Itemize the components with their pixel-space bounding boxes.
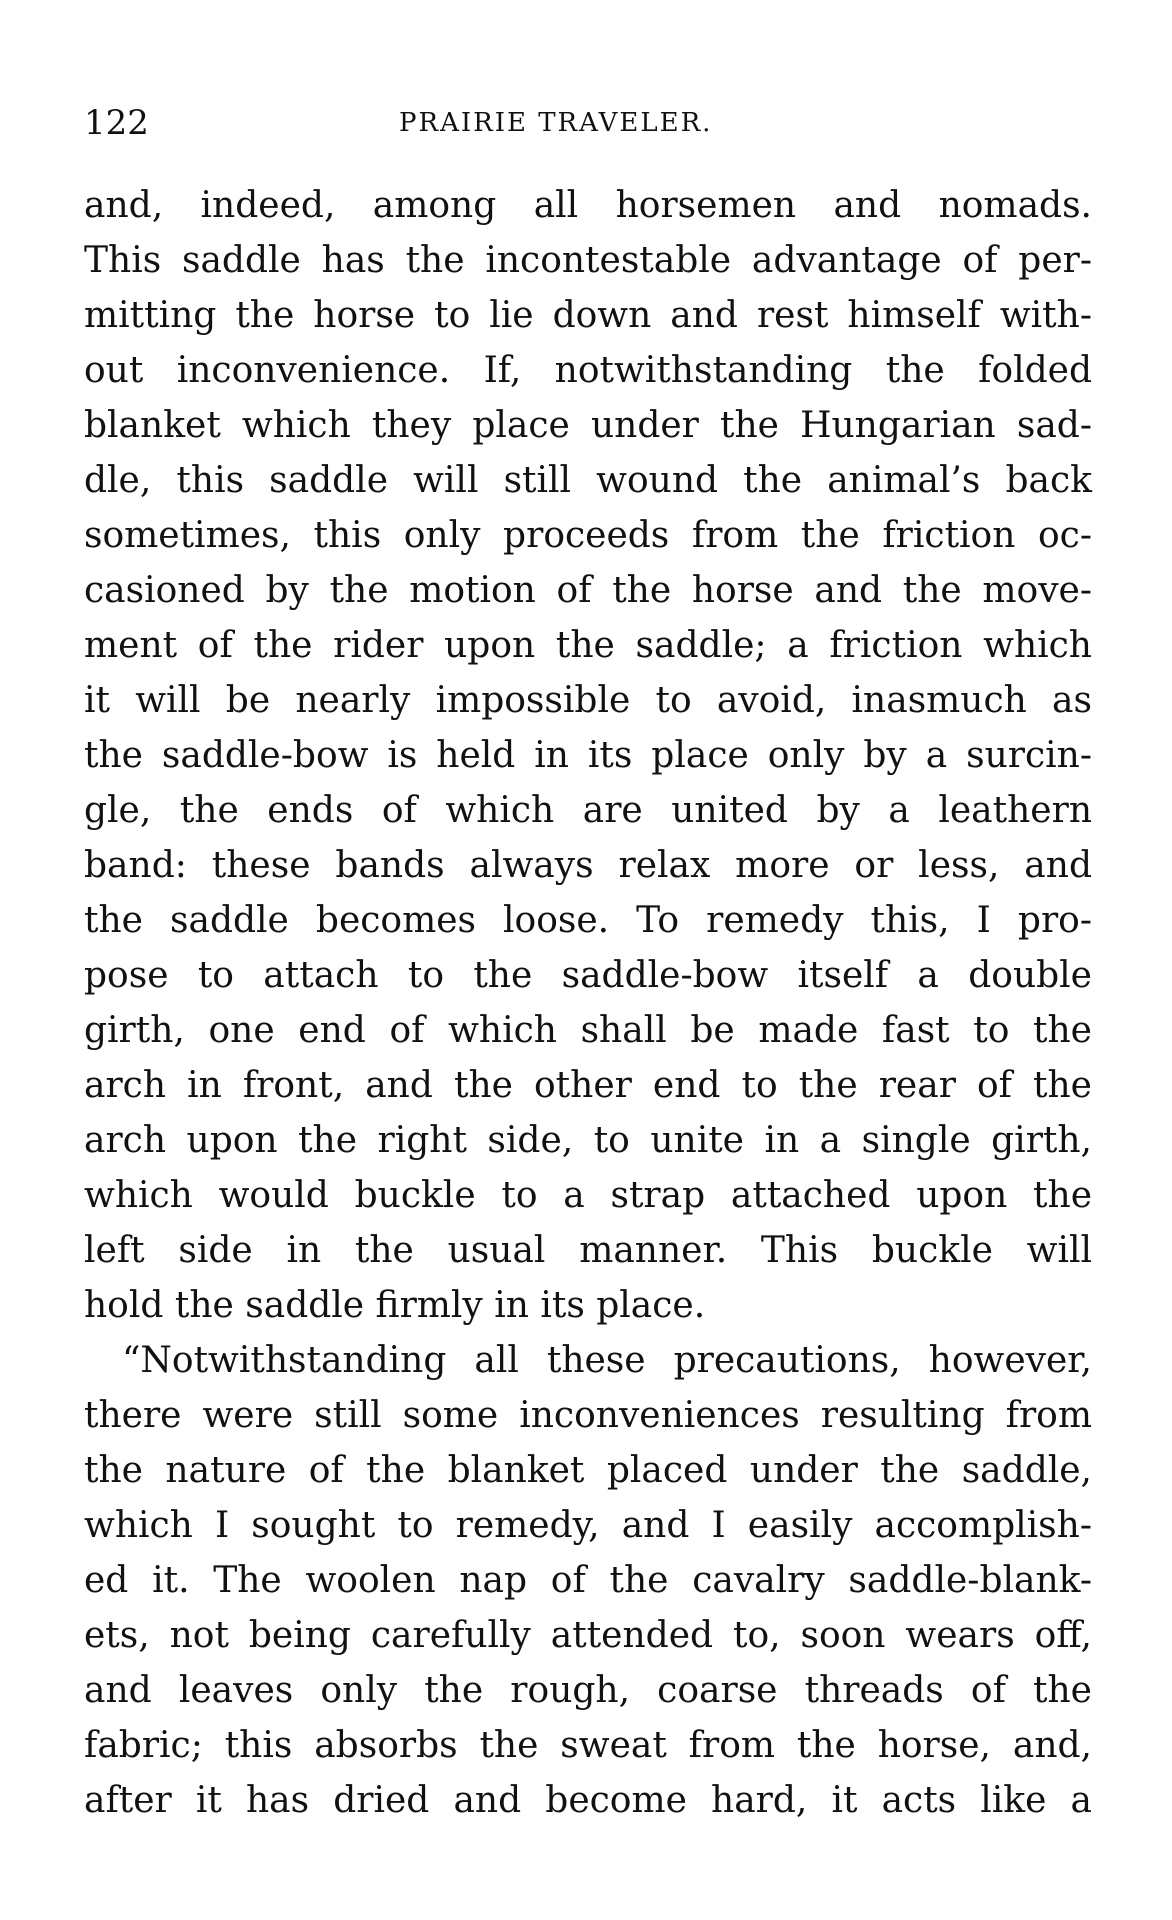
paragraph-end-line: hold the saddle firmly in its place. bbox=[84, 1285, 706, 1326]
text-line: This saddle has the incontestable advantage of per- bbox=[84, 240, 1092, 281]
text-line: gle, the ends of which are united by a leathern bbox=[84, 790, 1092, 831]
text-line: it will be nearly impossible to avoid, inasmuch as bbox=[84, 680, 1092, 721]
text-line: pose to attach to the saddle-bow itself a double bbox=[84, 955, 1092, 996]
text-line: out inconvenience. If, notwithstanding the folded bbox=[84, 350, 1092, 391]
text-line: and leaves only the rough, coarse threads of the bbox=[84, 1670, 1092, 1711]
text-line: band: these bands always relax more or less, and bbox=[84, 845, 1092, 886]
text-line: which would buckle to a strap attached upon the bbox=[84, 1175, 1092, 1216]
text-line: the saddle-bow is held in its place only by a surcin- bbox=[84, 735, 1092, 776]
text-line: arch upon the right side, to unite in a single girth, bbox=[84, 1120, 1092, 1161]
text-line: mitting the horse to lie down and rest himself with- bbox=[84, 295, 1092, 336]
text-line: ment of the rider upon the saddle; a friction which bbox=[84, 625, 1092, 666]
running-title: PRAIRIE TRAVELER. bbox=[399, 108, 713, 138]
text-line: the saddle becomes loose. To remedy this, I pro- bbox=[84, 900, 1092, 941]
text-line: after it has dried and become hard, it acts like a bbox=[84, 1780, 1092, 1821]
text-line: there were still some inconveniences resulting from bbox=[84, 1395, 1092, 1436]
text-line: arch in front, and the other end to the rear of the bbox=[84, 1065, 1092, 1106]
body-text bbox=[84, 178, 1092, 1828]
paragraph-start-line: “Notwithstanding all these precautions, however, bbox=[122, 1340, 1092, 1381]
text-line: and, indeed, among all horsemen and nomads. bbox=[84, 185, 1092, 226]
text-line: blanket which they place under the Hungarian sad- bbox=[84, 405, 1092, 446]
running-head bbox=[84, 98, 1092, 148]
text-line: which I sought to remedy, and I easily accomplish- bbox=[84, 1505, 1092, 1546]
text-line: ets, not being carefully attended to, soon wears off, bbox=[84, 1615, 1092, 1656]
text-line: fabric; this absorbs the sweat from the horse, and, bbox=[84, 1725, 1092, 1766]
text-line: dle, this saddle will still wound the animal’s back bbox=[84, 460, 1092, 501]
text-line: sometimes, this only proceeds from the friction oc- bbox=[84, 515, 1092, 556]
text-line: girth, one end of which shall be made fast to the bbox=[84, 1010, 1092, 1051]
text-line: left side in the usual manner. This buckle will bbox=[84, 1230, 1092, 1271]
text-line: casioned by the motion of the horse and the move- bbox=[84, 570, 1092, 611]
text-line: ed it. The woolen nap of the cavalry saddle-blank- bbox=[84, 1560, 1092, 1601]
text-line: the nature of the blanket placed under the saddle, bbox=[84, 1450, 1092, 1491]
page-number: 122 bbox=[84, 103, 149, 143]
